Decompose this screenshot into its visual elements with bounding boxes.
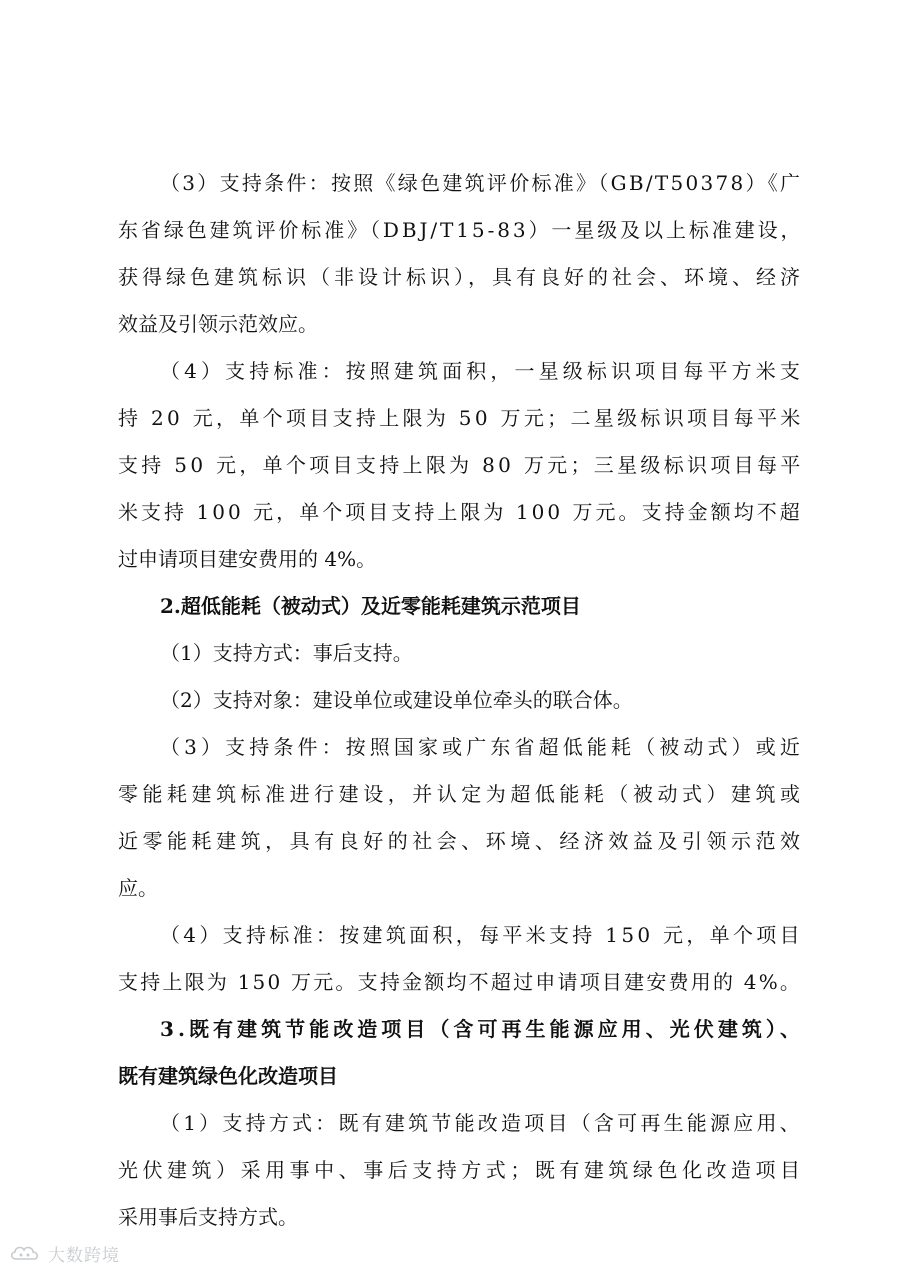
paragraph-line: 支持 50 元，单个项目支持上限为 80 万元；三星级标识项目每平 xyxy=(118,453,804,477)
paragraph-line: 效益及引领示范效应。 xyxy=(118,312,318,336)
paragraph-line: 零能耗建筑标准进行建设，并认定为超低能耗（被动式）建筑或 xyxy=(118,782,805,806)
paragraph-line: 光伏建筑）采用事中、事后支持方式；既有建筑绿色化改造项目 xyxy=(118,1158,805,1182)
paragraph-line: （3）支持条件：按照《绿色建筑评价标准》（GB/T50378）《广 xyxy=(160,171,803,195)
watermark-text: 大数跨境 xyxy=(48,1245,120,1266)
paragraph-line: 近零能耗建筑，具有良好的社会、环境、经济效益及引领示范效 xyxy=(118,829,805,853)
paragraph-line: 获得绿色建筑标识（非设计标识），具有良好的社会、环境、经济 xyxy=(118,265,804,289)
paragraph-line: 持 20 元，单个项目支持上限为 50 万元；二星级标识项目每平米 xyxy=(118,406,804,430)
paragraph-line: 应。 xyxy=(118,876,158,900)
paragraph-line: （4）支持标准：按照建筑面积，一星级标识项目每平方米支 xyxy=(160,359,804,383)
paragraph-line: 过申请项目建安费用的 4%。 xyxy=(118,547,377,571)
cloud-logo-icon xyxy=(8,1242,42,1264)
paragraph-line: （2）支持对象：建设单位或建设单位牵头的联合体。 xyxy=(160,688,633,712)
paragraph-line: （4）支持标准：按建筑面积，每平米支持 150 元，单个项目 xyxy=(160,923,803,947)
paragraph-line: 采用事后支持方式。 xyxy=(118,1205,298,1229)
paragraph-line: 支持上限为 150 万元。支持金额均不超过申请项目建安费用的 4%。 xyxy=(118,970,803,994)
paragraph-line: （1）支持方式：既有建筑节能改造项目（含可再生能源应用、 xyxy=(160,1111,803,1135)
section-heading: 2.超低能耗（被动式）及近零能耗建筑示范项目 xyxy=(160,594,581,618)
paragraph-line: 米支持 100 元，单个项目支持上限为 100 万元。支持金额均不超 xyxy=(118,500,803,524)
watermark xyxy=(8,1238,120,1268)
paragraph-line: （1）支持方式：事后支持。 xyxy=(160,641,413,665)
paragraph-line: （3）支持条件：按照国家或广东省超低能耗（被动式）或近 xyxy=(160,735,804,759)
section-heading: 既有建筑绿色化改造项目 xyxy=(118,1064,338,1088)
section-heading: 3.既有建筑节能改造项目（含可再生能源应用、光伏建筑）、 xyxy=(160,1017,804,1041)
paragraph-line: 东省绿色建筑评价标准》（DBJ/T15-83）一星级及以上标准建设， xyxy=(118,218,804,242)
